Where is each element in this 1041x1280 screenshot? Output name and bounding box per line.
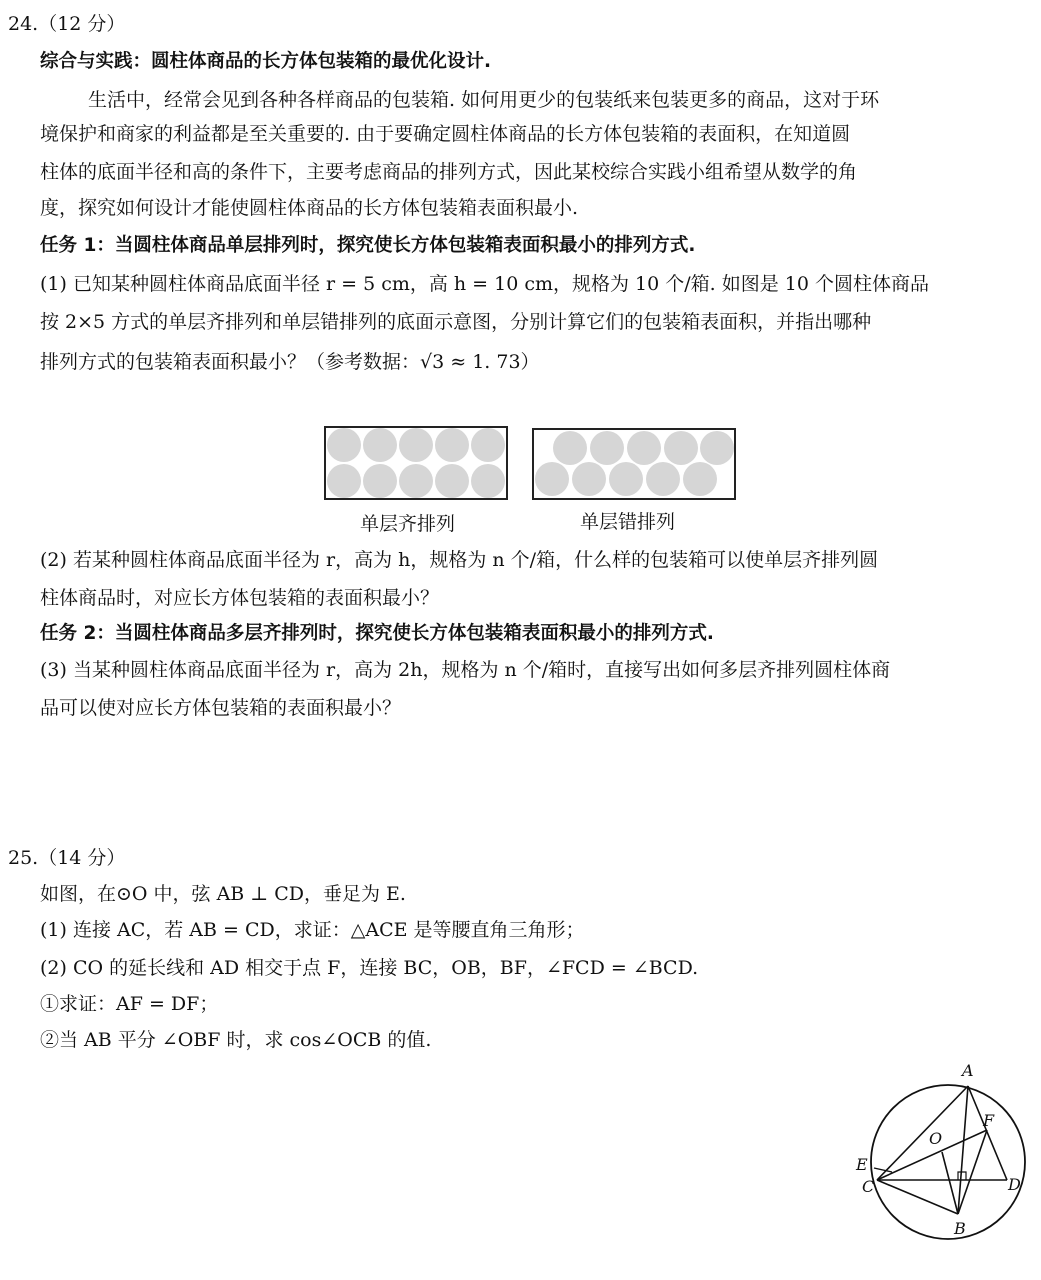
q24-intro-line: 度，探究如何设计才能使圆柱体商品的长方体包装箱表面积最小. — [40, 197, 579, 219]
q25-number: 25.（14 分） — [8, 847, 126, 869]
cylinder-base — [399, 428, 433, 462]
cylinder-base — [572, 462, 606, 496]
q25-line: ②当 AB 平分 ∠OBF 时，求 cos∠OCB 的值. — [40, 1029, 432, 1051]
cylinder-base — [363, 464, 397, 498]
cylinder-base — [646, 462, 680, 496]
staggered-caption: 单层错排列 — [580, 511, 676, 533]
cylinder-base — [435, 464, 469, 498]
label-f: F — [983, 1111, 995, 1130]
q24-part3-line: (3) 当某种圆柱体商品底面半径为 r，高为 2h，规格为 n 个/箱时，直接写出如何多层齐排列圆柱体商 — [40, 659, 891, 681]
cylinder-base — [471, 428, 505, 462]
q25-line: 如图，在⊙O 中，弦 AB ⊥ CD，垂足为 E. — [40, 883, 406, 905]
cylinder-base — [700, 431, 734, 465]
staggered-arrangement-figure — [532, 428, 736, 500]
q24-number: 24.（12 分） — [8, 13, 126, 35]
cylinder-base — [327, 464, 361, 498]
q24-part2-line: 柱体商品时，对应长方体包装箱的表面积最小？ — [40, 587, 440, 609]
label-o: O — [929, 1129, 943, 1148]
q24-title: 综合与实践：圆柱体商品的长方体包装箱的最优化设计. — [40, 51, 492, 72]
q24-task1: 任务 1：当圆柱体商品单层排列时，探究使长方体包装箱表面积最小的排列方式. — [40, 235, 696, 256]
aligned-caption: 单层齐排列 — [360, 513, 456, 535]
label-a: A — [962, 1061, 974, 1080]
cylinder-base — [553, 431, 587, 465]
aligned-arrangement-figure — [324, 426, 508, 500]
segment-cb — [877, 1180, 958, 1214]
q24-part1-line: 按 2×5 方式的单层齐排列和单层错排列的底面示意图，分别计算它们的包装箱表面积，并指出哪种 — [40, 311, 872, 333]
cylinder-base — [664, 431, 698, 465]
q25-line: (1) 连接 AC，若 AB = CD，求证：△ACE 是等腰直角三角形； — [40, 919, 585, 941]
right-angle-mark — [958, 1172, 966, 1180]
chord-ab — [958, 1086, 968, 1214]
q25-line: ①求证：AF = DF； — [40, 993, 219, 1015]
cylinder-base — [627, 431, 661, 465]
cylinder-base — [535, 462, 569, 496]
q24-part2-line: (2) 若某种圆柱体商品底面半径为 r，高为 h，规格为 n 个/箱，什么样的包装箱可以使单层齐排列圆 — [40, 549, 879, 571]
label-c: C — [862, 1177, 875, 1196]
cylinder-base — [435, 428, 469, 462]
label-d: D — [1008, 1175, 1021, 1194]
q24-part3-line: 品可以使对应长方体包装箱的表面积最小？ — [40, 697, 402, 719]
q24-intro-line: 柱体的底面半径和高的条件下，主要考虑商品的排列方式，因此某校综合实践小组希望从数学的角 — [40, 161, 858, 183]
cylinder-base — [363, 428, 397, 462]
segment-ac — [877, 1086, 968, 1180]
label-b: B — [954, 1219, 966, 1238]
cylinder-base — [399, 464, 433, 498]
cylinder-base — [609, 462, 643, 496]
label-e: E — [856, 1155, 868, 1174]
q24-task2: 任务 2：当圆柱体商品多层齐排列时，探究使长方体包装箱表面积最小的排列方式. — [40, 623, 714, 644]
segment-ob — [942, 1152, 958, 1214]
q24-intro-line: 境保护和商家的利益都是至关重要的. 由于要确定圆柱体商品的长方体包装箱的表面积，在知道圆 — [40, 123, 851, 145]
q24-intro-line: 生活中，经常会见到各种各样商品的包装箱. 如何用更少的包装纸来包装更多的商品，这对于环 — [88, 89, 880, 111]
cylinder-base — [590, 431, 624, 465]
q24-part1-line: (1) 已知某种圆柱体商品底面半径 r = 5 cm，高 h = 10 cm，规格为 10 个/箱. 如图是 10 个圆柱体商品 — [40, 273, 930, 295]
segment-e — [874, 1168, 892, 1172]
cylinder-base — [327, 428, 361, 462]
q25-line: (2) CO 的延长线和 AD 相交于点 F，连接 BC，OB，BF，∠FCD = ∠BCD. — [40, 957, 699, 979]
circle-geometry-figure — [850, 1060, 1030, 1240]
cylinder-base — [471, 464, 505, 498]
q24-part1-line: 排列方式的包装箱表面积最小？（参考数据：√3 ≈ 1. 73） — [40, 351, 540, 373]
cylinder-base — [683, 462, 717, 496]
